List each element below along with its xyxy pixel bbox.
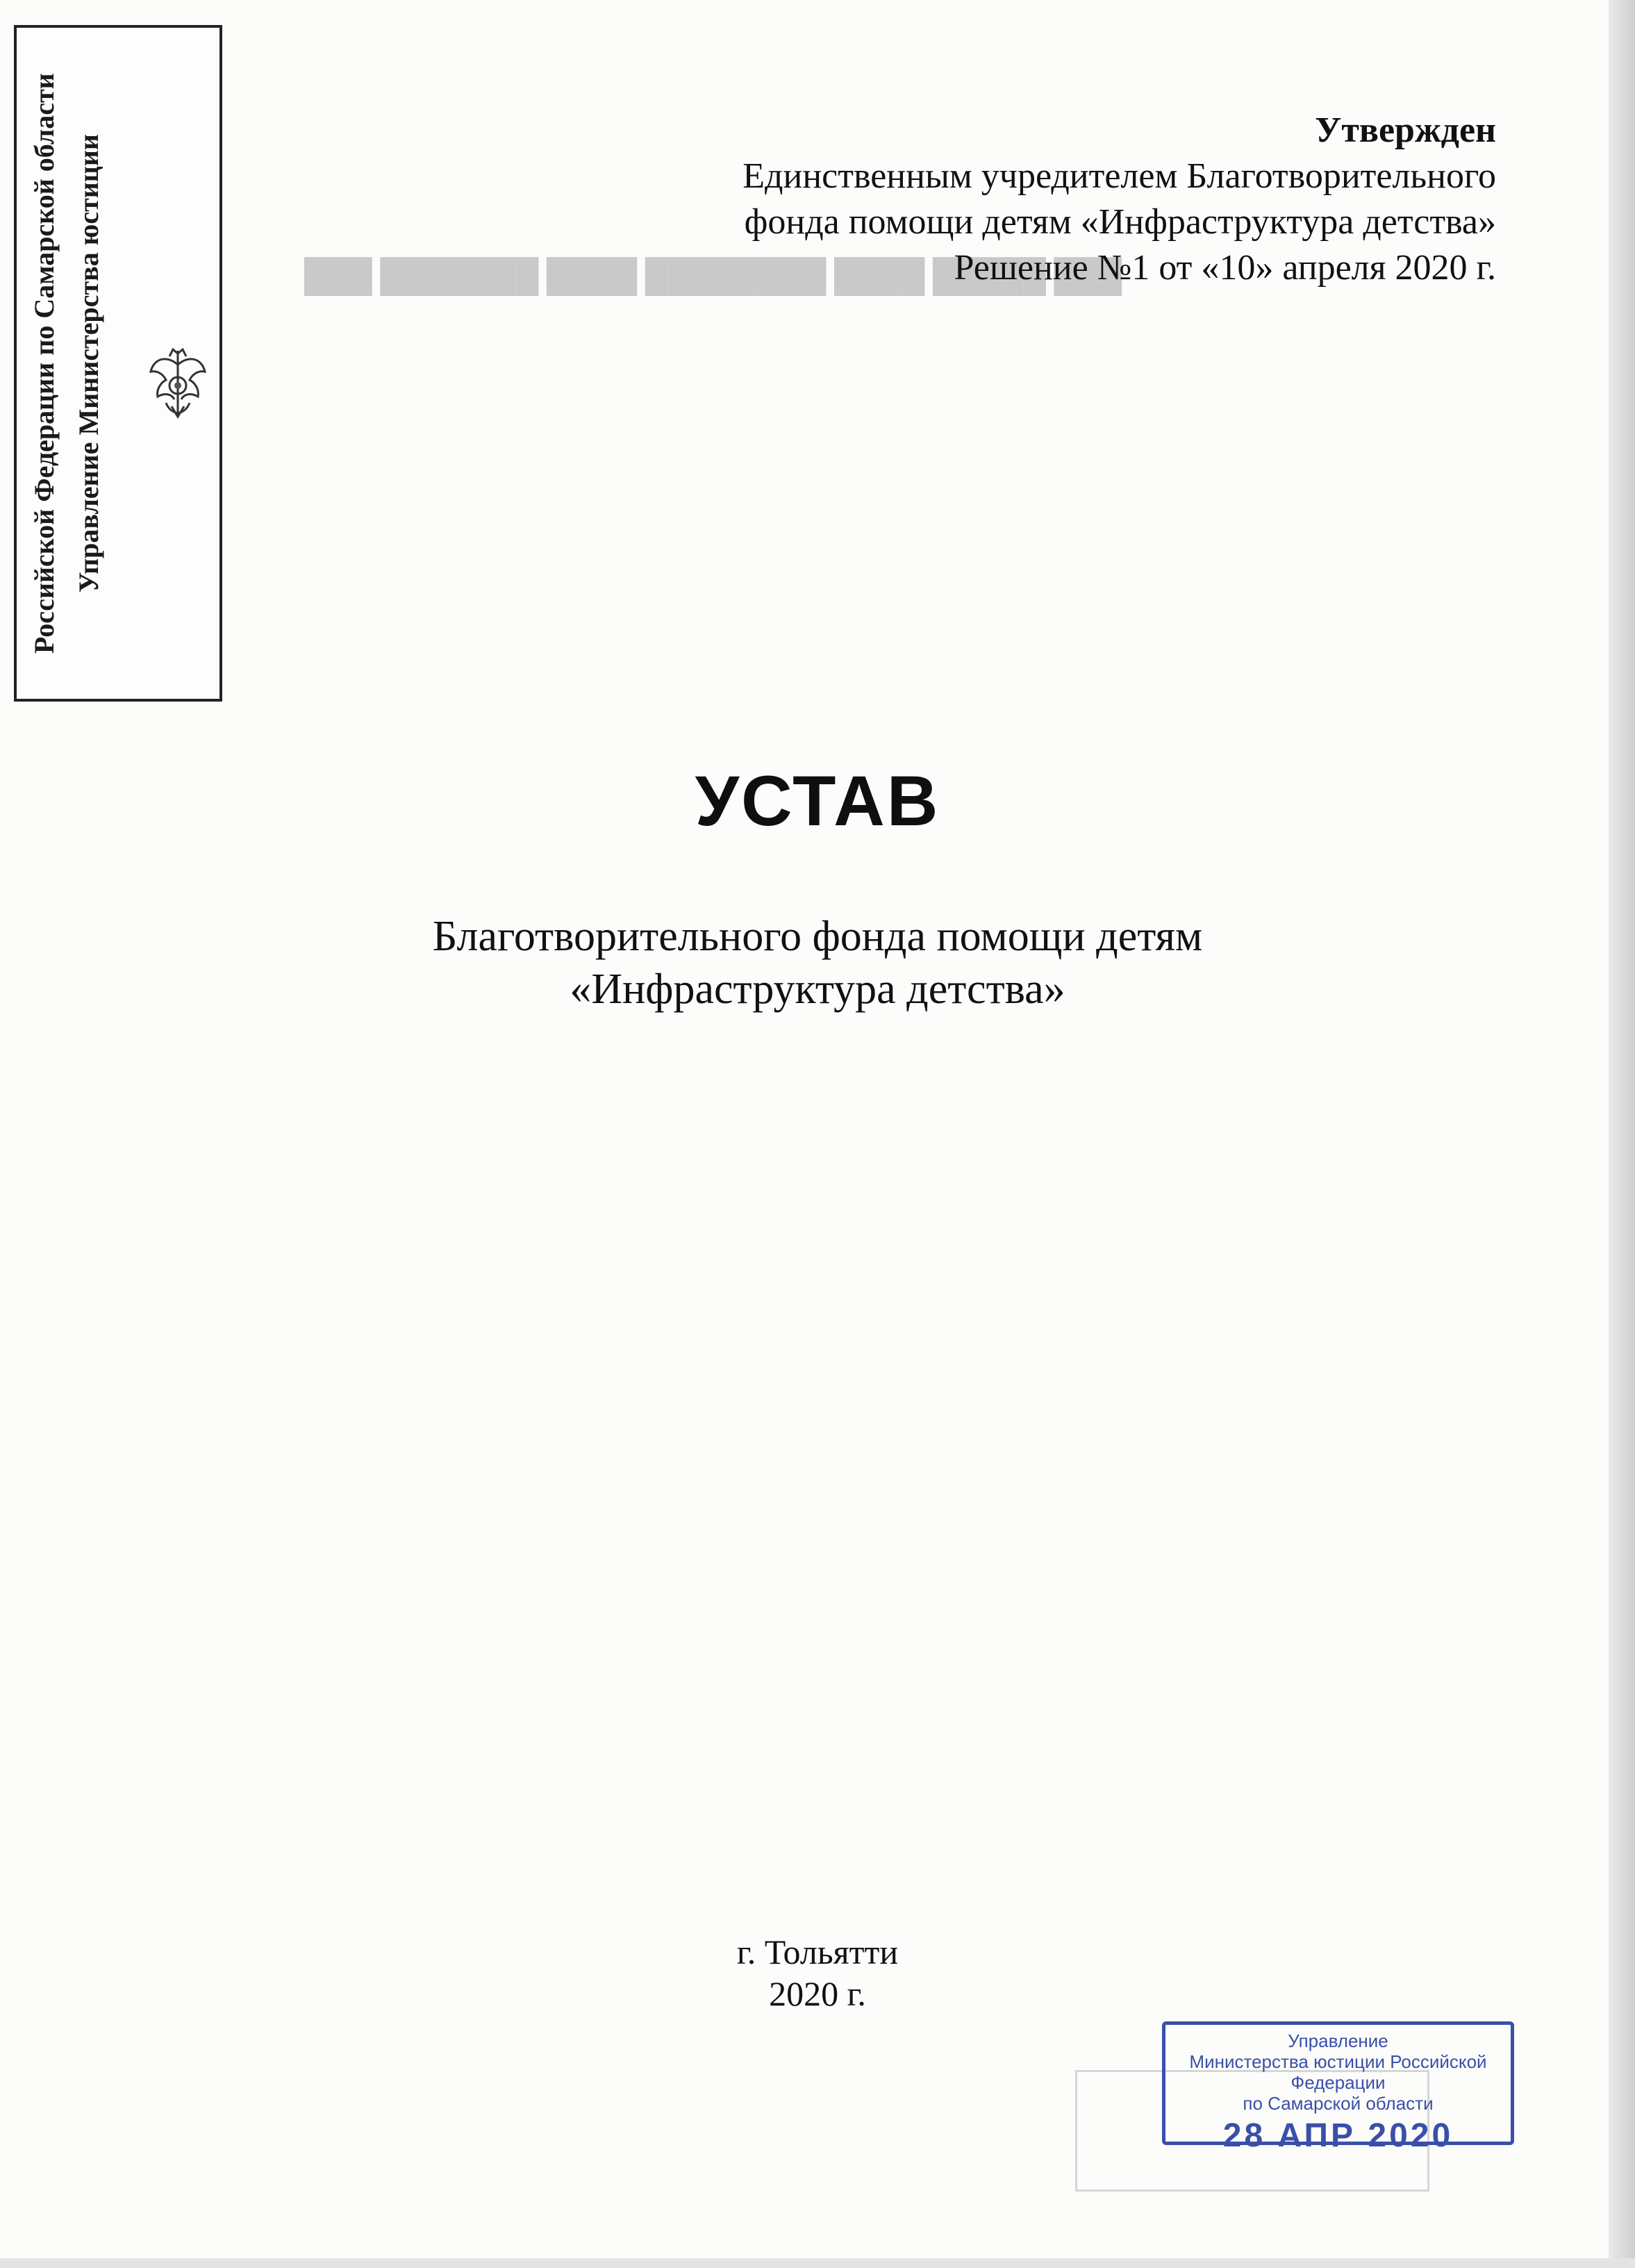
- registration-text: [22, 33, 126, 693]
- stamp-line-2: Министерства юстиции Российской Федерации: [1189, 2051, 1487, 2093]
- bleed-through-text: ███ ███████ ████ ████████ ████ █████ ███: [304, 258, 1122, 293]
- document-subtitle: [0, 910, 1635, 1016]
- approval-line-2: фонда помощи детям «Инфраструктура детства»: [744, 202, 1496, 242]
- page-edge-shadow: [1609, 0, 1635, 2268]
- subtitle-line-2: «Инфраструктура детства»: [570, 966, 1065, 1013]
- subtitle-line-1: Благотворительного фонда помощи детям: [432, 913, 1203, 960]
- registration-line-1: Управление Министерства юстиции: [73, 134, 104, 593]
- city-name: г. Тольятти: [736, 1932, 899, 1971]
- year: 2020 г.: [769, 1974, 866, 2013]
- approval-line-3: Решение №1 от «10» апреля 2020 г.: [954, 248, 1496, 288]
- registration-box: [14, 25, 222, 702]
- approval-label: Утвержден: [1315, 110, 1496, 150]
- page-bottom-edge: [0, 2258, 1635, 2268]
- stamp-date: 28 АПР 2020: [1222, 2117, 1454, 2154]
- approval-line-1: Единственным учредителем Благотворительного: [742, 156, 1496, 196]
- stamp-line-3: по Самарской области: [1243, 2093, 1434, 2114]
- approval-block: [742, 108, 1496, 291]
- coat-of-arms-icon: [145, 344, 211, 424]
- registration-date-stamp: [1162, 2021, 1514, 2154]
- stamp-line-1: Управление: [1288, 2030, 1388, 2051]
- place-block: [0, 1931, 1635, 2014]
- registration-line-2: Российской Федерации по Самарской области: [28, 73, 60, 654]
- document-title: УСТАВ: [695, 761, 940, 841]
